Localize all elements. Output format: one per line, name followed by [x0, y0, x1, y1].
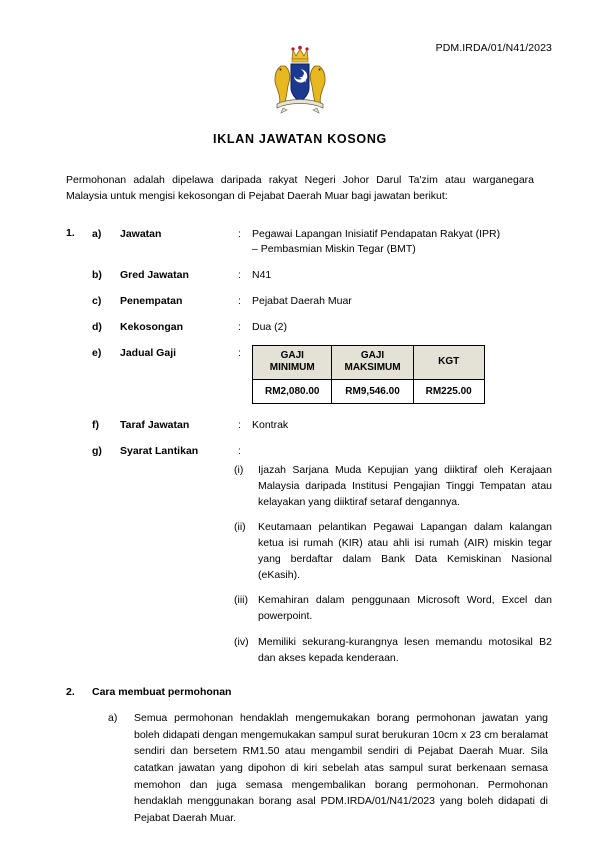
- cell-gaji-maksimum: RM9,546.00: [332, 379, 413, 403]
- field-label: Jawatan: [120, 227, 162, 240]
- field-colon: :: [238, 227, 241, 240]
- list-item-text: Kemahiran dalam penggunaan Microsoft Word, Excel dan powerpoint.: [258, 594, 552, 623]
- page-title: IKLAN JAWATAN KOSONG: [213, 132, 387, 146]
- field-letter: b): [92, 268, 102, 281]
- field-letter: d): [92, 321, 102, 334]
- paragraph-text: Semua permohonan hendaklah mengemukakan borang permohonan jawatan yang boleh didapati dengan mengemukakan sampul surat berukuran 10cm x 23 cm beralamat sendiri dan bersetem RM1.50 atau mengambil sendiri di Pejabat Daerah Muar. Sila catatkan jawatan yang dipohon di kiri sebelah atas sampul surat berkenaan semasa memohon dan juga semasa mengembalikan borang permohonan. Permohonan hendaklah menggunakan borang asal PDM.IRDA/01/N41/2023 yang boleh didapati di Pejabat Daerah Muar.: [134, 712, 548, 824]
- section-cara-permohonan: [48, 686, 552, 826]
- field-label: Taraf Jawatan: [120, 418, 190, 431]
- section-2-number: 2.: [66, 686, 75, 699]
- list-item: [226, 635, 552, 667]
- column-header-kgt: [413, 345, 484, 379]
- field-kekosongan: [66, 320, 552, 335]
- field-value-line2: – Pembasmian Miskin Tegar (BMT): [252, 242, 416, 255]
- field-label: Jadual Gaji: [120, 346, 177, 359]
- table-row: [253, 379, 485, 403]
- list-item: [226, 463, 552, 510]
- field-value: [252, 347, 552, 404]
- field-value: Dua (2): [252, 321, 288, 334]
- field-colon: :: [238, 268, 241, 281]
- list-item-text: Ijazah Sarjana Muda Kepujian yang diiktiraf oleh Kerajaan Malaysia daripada Institusi Pengajian Tinggi Tempatan atau kelayakan yang diiktiraf setaraf dengannya.: [258, 464, 552, 508]
- field-letter: g): [92, 444, 102, 457]
- field-value: [252, 444, 552, 459]
- header-line1: KGT: [438, 355, 460, 367]
- list-item-marker: (i): [234, 464, 244, 477]
- field-label: Gred Jawatan: [120, 268, 189, 281]
- johor-state-crest-icon: [265, 42, 335, 119]
- list-item-marker: (iii): [234, 594, 248, 607]
- field-value: N41: [252, 268, 272, 281]
- cell-gaji-minimum: RM2,080.00: [253, 379, 332, 403]
- list-item-text: Keutamaan pelantikan Pegawai Lapangan dalam kalangan ketua isi rumah (KIR) atau ahli isi rumah (AIR) miskin tegar yang berdaftar dalam Bank Data Kemiskinan Nasional (eKasih).: [258, 521, 552, 581]
- field-label: Penempatan: [120, 295, 183, 308]
- header-line2: MINIMUM: [269, 362, 315, 374]
- field-value: [252, 227, 552, 257]
- section-1-number: 1.: [66, 226, 75, 239]
- table-header-row: [253, 345, 485, 379]
- field-taraf-jawatan: [66, 418, 552, 433]
- column-header-gaji-maksimum: [332, 345, 413, 379]
- header-line1: GAJI: [360, 349, 385, 361]
- list-item: [226, 593, 552, 625]
- list-item-marker: (ii): [234, 521, 246, 534]
- list-item-marker: (iv): [234, 635, 249, 648]
- syarat-lantikan-list: [66, 463, 552, 666]
- header-line1: GAJI: [280, 349, 304, 361]
- cell-kgt: RM225.00: [413, 379, 484, 403]
- intro-paragraph: Permohonan adalah dipelawa daripada rakyat Negeri Johor Darul Ta'zim atau warganegara Malaysia untuk mengisi kekosongan di Pejabat Daerah Muar bagi jawatan berikut:: [66, 174, 534, 203]
- field-letter: e): [92, 346, 102, 359]
- header-line2: MAKSIMUM: [344, 362, 401, 374]
- field-jawatan: [66, 227, 552, 257]
- field-value: Kontrak: [252, 418, 289, 431]
- field-colon: :: [238, 295, 241, 308]
- section-2-title: Cara membuat permohonan: [92, 686, 232, 699]
- field-value-line1: Pegawai Lapangan Inisiatif Pendapatan Rakyat (IPR): [252, 227, 501, 240]
- paragraph-marker: a): [108, 712, 118, 725]
- field-syarat-lantikan: [66, 444, 552, 459]
- list-item: [226, 520, 552, 583]
- field-letter: a): [92, 227, 102, 240]
- column-header-gaji-minimum: [253, 345, 332, 379]
- field-jadual-gaji: [66, 347, 552, 404]
- salary-table: [252, 345, 485, 404]
- section-jawatan: [48, 227, 552, 667]
- paragraph-a: [66, 710, 552, 826]
- field-colon: :: [238, 418, 241, 431]
- field-label: Syarat Lantikan: [120, 444, 199, 457]
- field-letter: c): [92, 295, 102, 308]
- list-item-text: Memiliki sekurang-kurangnya lesen memandu motosikal B2 dan akses kepada kenderaan.: [258, 635, 552, 664]
- field-value: Pejabat Daerah Muar: [252, 295, 352, 308]
- field-label: Kekosongan: [120, 321, 184, 334]
- field-colon: :: [238, 346, 241, 359]
- field-letter: f): [92, 418, 99, 431]
- field-colon: :: [238, 444, 241, 457]
- field-colon: :: [238, 321, 241, 334]
- field-gred-jawatan: [66, 268, 552, 283]
- field-penempatan: [66, 294, 552, 309]
- reference-number: PDM.IRDA/01/N41/2023: [435, 42, 552, 54]
